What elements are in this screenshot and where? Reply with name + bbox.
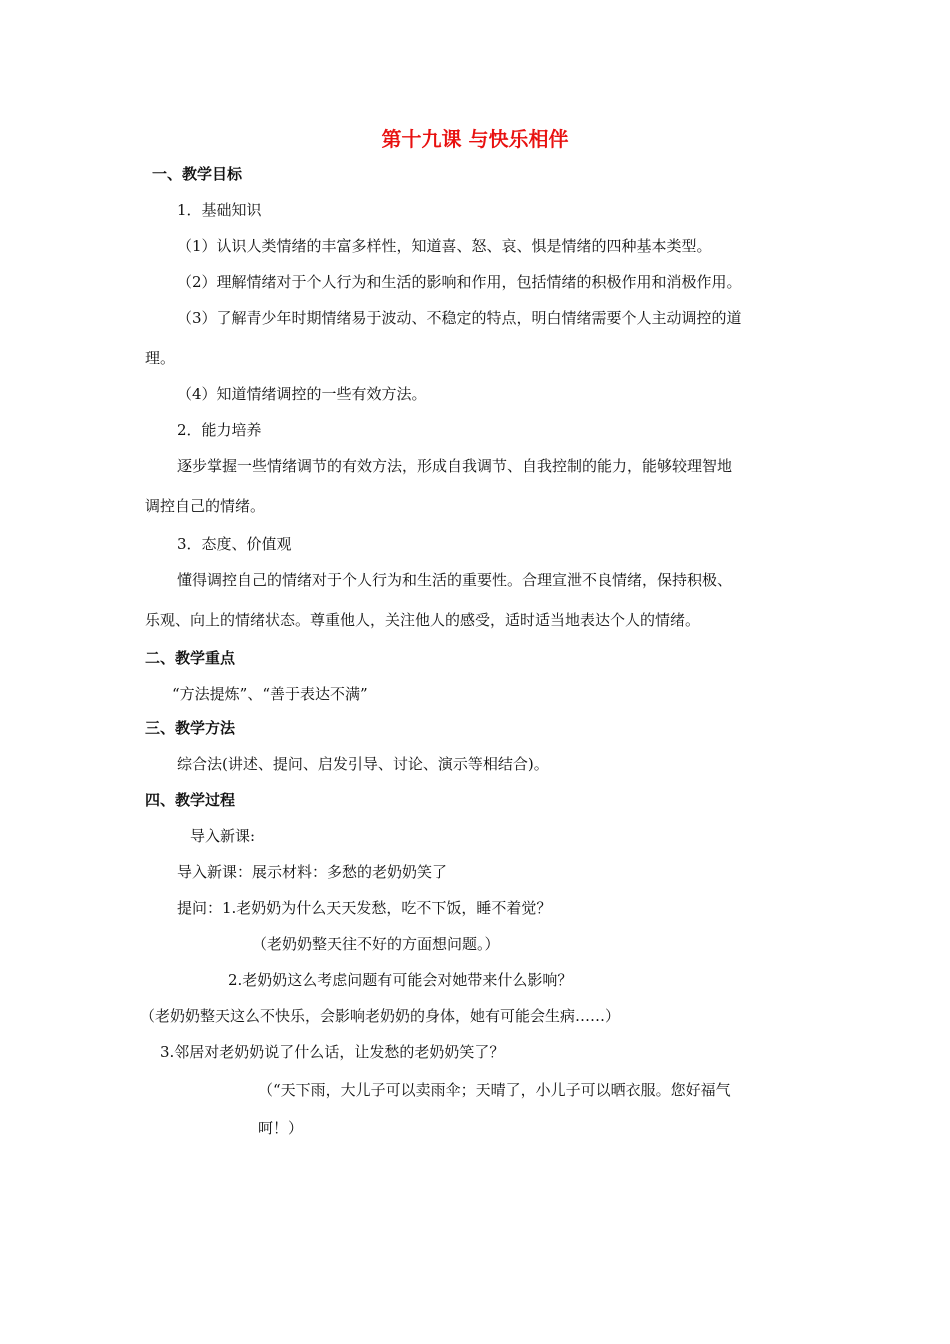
knowledge-point-1: （1）认识人类情绪的丰富多样性，知道喜、怒、哀、惧是情绪的四种基本类型。 xyxy=(177,237,712,255)
section-heading-process: 四、教学过程 xyxy=(145,791,236,809)
knowledge-point-4: （4）知道情绪调控的一些有效方法。 xyxy=(177,385,427,403)
knowledge-point-3-continued: 理。 xyxy=(145,349,176,367)
answer-1: （老奶奶整天往不好的方面想问题。） xyxy=(252,935,500,953)
knowledge-point-2: （2）理解情绪对于个人行为和生活的影响和作用，包括情绪的积极作用和消极作用。 xyxy=(177,273,742,291)
knowledge-point-3: （3）了解青少年时期情绪易于波动、不稳定的特点，明白情绪需要个人主动调控的道 xyxy=(177,309,742,327)
ability-text-line-1: 逐步掌握一些情绪调节的有效方法，形成自我调节、自我控制的能力，能够较理智地 xyxy=(177,457,733,475)
objective-label-attitude: 3．态度、价值观 xyxy=(177,535,292,553)
section-heading-methods: 三、教学方法 xyxy=(145,719,236,737)
section-heading-key-points: 二、教学重点 xyxy=(145,649,236,667)
answer-3-line-1: （“天下雨，大儿子可以卖雨伞；天晴了，小儿子可以晒衣服。您好福气 xyxy=(258,1081,731,1099)
process-intro-material: 导入新课：展示材料：多愁的老奶奶笑了 xyxy=(177,863,448,881)
ability-text-line-2: 调控自己的情绪。 xyxy=(145,497,266,515)
attitude-text-line-2: 乐观、向上的情绪状态。尊重他人，关注他人的感受，适时适当地表达个人的情绪。 xyxy=(145,611,701,629)
answer-2: （老奶奶整天这么不快乐，会影响老奶奶的身体，她有可能会生病……） xyxy=(140,1007,621,1025)
objective-label-knowledge: 1．基础知识 xyxy=(177,201,262,219)
process-intro: 导入新课: xyxy=(190,827,256,845)
question-2: 2.老奶奶这么考虑问题有可能会对她带来什么影响？ xyxy=(228,971,573,989)
key-points-text: “方法提炼”、“善于表达不满” xyxy=(172,685,368,703)
question-3: 3.邻居对老奶奶说了什么话，让发愁的老奶奶笑了？ xyxy=(160,1043,505,1061)
answer-3-line-2: 呵！） xyxy=(258,1119,304,1137)
methods-text: 综合法(讲述、提问、启发引导、讨论、演示等相结合)。 xyxy=(177,755,549,773)
attitude-text-line-1: 懂得调控自己的情绪对于个人行为和生活的重要性。合理宣泄不良情绪，保持积极、 xyxy=(177,571,733,589)
page-title: 第十九课 与快乐相伴 xyxy=(381,127,569,151)
question-1: 提问：1.老奶奶为什么天天发愁，吃不下饭，睡不着觉？ xyxy=(177,899,552,917)
section-heading-objectives: 一、教学目标 xyxy=(152,165,243,183)
objective-label-ability: 2．能力培养 xyxy=(177,421,262,439)
